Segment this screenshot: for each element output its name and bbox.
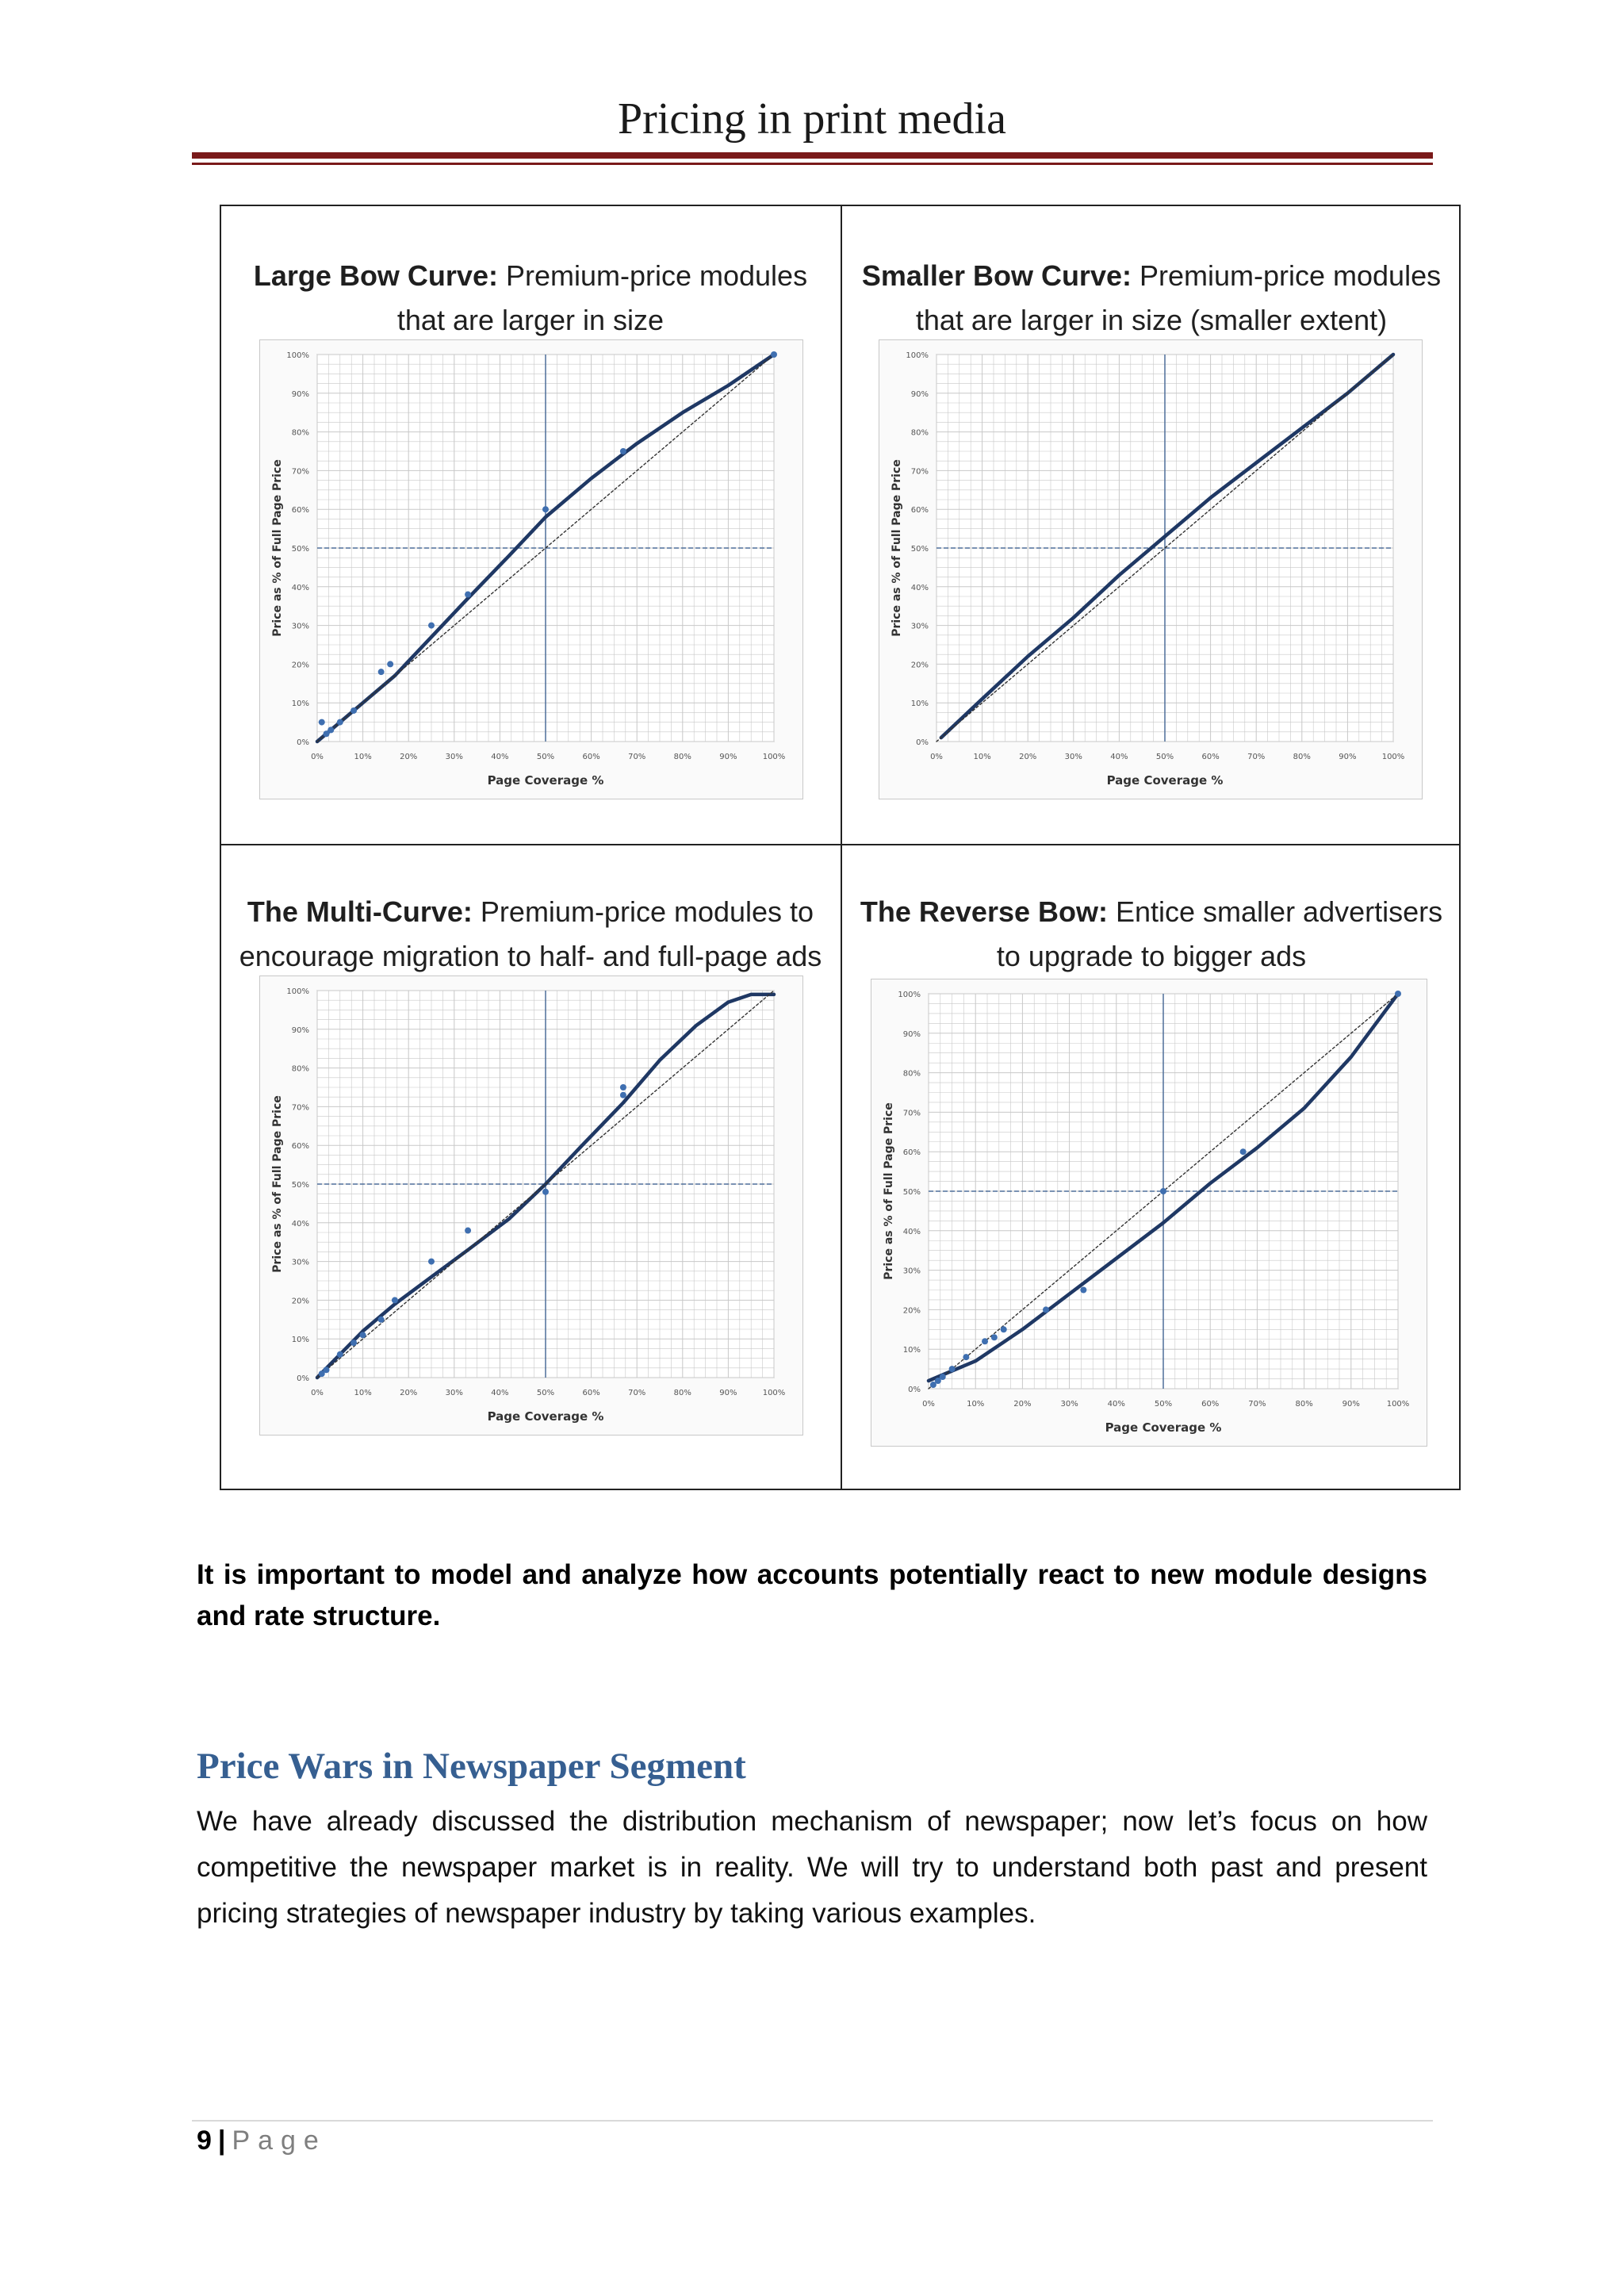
x-tick-label: 30% bbox=[1064, 753, 1082, 761]
y-tick-label: 0% bbox=[297, 738, 309, 747]
data-point bbox=[350, 1340, 357, 1346]
x-tick-label: 50% bbox=[536, 753, 555, 761]
x-tick-label: 100% bbox=[762, 753, 786, 761]
data-point bbox=[771, 351, 777, 358]
x-tick-label: 90% bbox=[1339, 753, 1357, 761]
y-tick-label: 60% bbox=[910, 506, 929, 516]
x-tick-label: 50% bbox=[536, 1389, 555, 1397]
plot-frame bbox=[871, 979, 1427, 1447]
x-axis-label: Page Coverage % bbox=[1106, 773, 1224, 788]
x-tick-label: 100% bbox=[762, 1389, 786, 1397]
line-chart bbox=[260, 976, 802, 1435]
intro-paragraph: It is important to model and analyze how accounts potentially react to new module designs and rate structure. bbox=[197, 1559, 1427, 1631]
y-tick-label: 100% bbox=[286, 987, 309, 996]
data-point bbox=[982, 1338, 988, 1344]
y-tick-label: 10% bbox=[291, 1336, 309, 1345]
y-tick-label: 100% bbox=[898, 991, 921, 999]
y-tick-label: 60% bbox=[902, 1148, 921, 1158]
x-tick-label: 0% bbox=[930, 753, 943, 761]
x-tick-label: 90% bbox=[719, 753, 737, 761]
y-tick-label: 90% bbox=[902, 1029, 921, 1039]
x-tick-label: 50% bbox=[1154, 1400, 1173, 1409]
x-axis-label: Page Coverage % bbox=[487, 1409, 604, 1424]
x-tick-label: 60% bbox=[582, 1389, 600, 1397]
data-point bbox=[620, 1092, 626, 1098]
x-tick-label: 40% bbox=[1110, 753, 1128, 761]
data-point bbox=[1080, 1287, 1086, 1294]
data-point bbox=[327, 726, 334, 733]
y-tick-label: 10% bbox=[291, 700, 309, 709]
chart-title-rest: Premium-price modules that are larger in size (smaller extent) bbox=[915, 259, 1442, 336]
y-tick-label: 60% bbox=[291, 506, 309, 516]
y-tick-label: 100% bbox=[286, 351, 309, 360]
y-tick-label: 30% bbox=[291, 622, 309, 631]
x-tick-label: 60% bbox=[1201, 1400, 1220, 1409]
plot-frame bbox=[879, 339, 1423, 799]
y-tick-label: 90% bbox=[291, 389, 309, 399]
x-tick-label: 50% bbox=[1155, 753, 1174, 761]
data-point bbox=[465, 592, 471, 598]
x-tick-label: 20% bbox=[400, 1389, 418, 1397]
x-tick-label: 20% bbox=[1013, 1400, 1032, 1409]
x-tick-label: 0% bbox=[311, 753, 324, 761]
x-tick-label: 10% bbox=[354, 753, 372, 761]
x-tick-label: 80% bbox=[1293, 753, 1311, 761]
x-tick-label: 10% bbox=[967, 1400, 985, 1409]
chart-title-bold: The Multi-Curve: bbox=[247, 895, 473, 928]
x-axis-label: Page Coverage % bbox=[1105, 1420, 1222, 1435]
chart-title-rest: Premium-price modules to encourage migration to half- and full-page ads bbox=[239, 895, 822, 972]
x-tick-label: 90% bbox=[1342, 1400, 1360, 1409]
data-point bbox=[542, 506, 549, 512]
x-tick-label: 30% bbox=[445, 753, 463, 761]
y-tick-label: 70% bbox=[910, 467, 929, 477]
data-point bbox=[1395, 991, 1401, 997]
line-chart bbox=[879, 340, 1422, 799]
chart-title-rest: Entice smaller advertisers to upgrade to bigger ads bbox=[996, 895, 1443, 972]
chart-cell-multi-curve bbox=[221, 845, 841, 1490]
y-tick-label: 30% bbox=[291, 1258, 309, 1267]
data-point bbox=[1001, 1326, 1007, 1332]
header-rule-thick bbox=[192, 152, 1433, 159]
y-tick-label: 80% bbox=[902, 1069, 921, 1079]
chart-cell-smaller-bow bbox=[842, 206, 1461, 844]
y-tick-label: 50% bbox=[910, 545, 929, 554]
y-tick-label: 90% bbox=[910, 389, 929, 399]
x-tick-label: 70% bbox=[1248, 1400, 1266, 1409]
x-tick-label: 80% bbox=[673, 1389, 691, 1397]
y-tick-label: 20% bbox=[291, 1297, 309, 1306]
x-axis-label: Page Coverage % bbox=[487, 773, 604, 788]
data-point bbox=[1160, 1188, 1166, 1194]
x-tick-label: 40% bbox=[491, 1389, 509, 1397]
x-tick-label: 10% bbox=[354, 1389, 372, 1397]
data-point bbox=[337, 1351, 343, 1358]
page-number: 9 bbox=[197, 2125, 212, 2156]
y-tick-label: 50% bbox=[291, 1181, 309, 1190]
chart-cell-large-bow bbox=[221, 206, 841, 844]
chart-title bbox=[850, 254, 1453, 343]
y-tick-label: 50% bbox=[902, 1188, 921, 1197]
x-tick-label: 70% bbox=[1247, 753, 1266, 761]
x-tick-label: 40% bbox=[1107, 1400, 1125, 1409]
y-tick-label: 50% bbox=[291, 545, 309, 554]
page-footer bbox=[197, 2125, 327, 2156]
x-tick-label: 30% bbox=[1060, 1400, 1078, 1409]
chart-title bbox=[229, 890, 832, 979]
x-tick-label: 60% bbox=[1201, 753, 1220, 761]
x-tick-label: 100% bbox=[1381, 753, 1405, 761]
y-tick-label: 30% bbox=[902, 1267, 921, 1276]
data-point bbox=[428, 1259, 435, 1265]
data-point bbox=[428, 623, 435, 629]
chart-title-bold: Smaller Bow Curve: bbox=[861, 259, 1132, 292]
y-tick-label: 40% bbox=[910, 583, 929, 592]
y-tick-label: 10% bbox=[902, 1346, 921, 1355]
footer-rule bbox=[192, 2120, 1433, 2122]
y-axis-label: Price as % of Full Page Price bbox=[271, 1095, 284, 1273]
section-heading: Price Wars in Newspaper Segment bbox=[197, 1746, 746, 1787]
data-point bbox=[465, 1228, 471, 1234]
x-tick-label: 70% bbox=[628, 1389, 646, 1397]
footer-separator: | bbox=[217, 2125, 226, 2156]
data-point bbox=[378, 669, 385, 675]
data-point bbox=[319, 719, 325, 726]
chart-title bbox=[850, 890, 1453, 979]
y-tick-label: 20% bbox=[910, 661, 929, 670]
x-tick-label: 0% bbox=[922, 1400, 935, 1409]
x-tick-label: 60% bbox=[582, 753, 600, 761]
plot-frame bbox=[259, 976, 803, 1435]
chart-cell-reverse-bow bbox=[842, 845, 1461, 1490]
y-tick-label: 100% bbox=[906, 351, 929, 360]
x-tick-label: 70% bbox=[628, 753, 646, 761]
y-tick-label: 70% bbox=[291, 1103, 309, 1113]
data-point bbox=[542, 1189, 549, 1195]
x-tick-label: 10% bbox=[973, 753, 991, 761]
data-point bbox=[392, 1297, 398, 1303]
data-point bbox=[360, 1332, 366, 1338]
chart-title-bold: The Reverse Bow: bbox=[860, 895, 1108, 928]
y-tick-label: 70% bbox=[902, 1109, 921, 1118]
line-chart bbox=[260, 340, 802, 799]
data-point bbox=[350, 707, 357, 714]
y-axis-label: Price as % of Full Page Price bbox=[883, 1102, 895, 1280]
y-axis-label: Price as % of Full Page Price bbox=[271, 459, 284, 637]
plot-frame bbox=[259, 339, 803, 799]
data-point bbox=[378, 1317, 385, 1323]
y-tick-label: 0% bbox=[908, 1386, 921, 1394]
data-point bbox=[620, 448, 626, 454]
data-point bbox=[387, 661, 393, 667]
line-chart bbox=[871, 979, 1427, 1446]
data-point bbox=[991, 1334, 998, 1340]
data-point bbox=[1240, 1148, 1247, 1155]
x-tick-label: 40% bbox=[491, 753, 509, 761]
section-paragraph: We have already discussed the distribution mechanism of newspaper; now let’s focus on how competitive the newspaper market is in reality. We will try to understand both past and present pricing strategies of newspaper industry by taking various examples. bbox=[197, 1806, 1427, 1929]
header-rule-thin bbox=[192, 163, 1433, 165]
y-axis-label: Price as % of Full Page Price bbox=[891, 459, 903, 637]
x-tick-label: 20% bbox=[1019, 753, 1037, 761]
x-tick-label: 80% bbox=[673, 753, 691, 761]
y-tick-label: 80% bbox=[910, 428, 929, 438]
data-point bbox=[940, 1374, 946, 1380]
chart-title-bold: Large Bow Curve: bbox=[253, 259, 498, 292]
data-point bbox=[963, 1354, 969, 1360]
data-point bbox=[949, 1366, 956, 1372]
data-point bbox=[337, 719, 343, 726]
chart-title-rest: Premium-price modules that are larger in size bbox=[396, 259, 808, 336]
x-tick-label: 100% bbox=[1386, 1400, 1410, 1409]
x-tick-label: 20% bbox=[400, 753, 418, 761]
data-point bbox=[1043, 1306, 1049, 1313]
x-tick-label: 90% bbox=[719, 1389, 737, 1397]
running-header-title: Pricing in print media bbox=[618, 94, 1006, 144]
y-tick-label: 0% bbox=[297, 1374, 309, 1383]
y-tick-label: 20% bbox=[902, 1306, 921, 1316]
figure-table bbox=[220, 205, 1461, 1490]
y-tick-label: 30% bbox=[910, 622, 929, 631]
y-tick-label: 80% bbox=[291, 428, 309, 438]
page-label: Page bbox=[232, 2125, 327, 2156]
data-point bbox=[324, 1366, 330, 1373]
x-tick-label: 0% bbox=[311, 1389, 324, 1397]
y-tick-label: 10% bbox=[910, 700, 929, 709]
data-point bbox=[620, 1084, 626, 1091]
y-tick-label: 60% bbox=[291, 1142, 309, 1152]
y-tick-label: 40% bbox=[902, 1227, 921, 1236]
x-tick-label: 30% bbox=[445, 1389, 463, 1397]
chart-title bbox=[229, 254, 832, 343]
y-tick-label: 40% bbox=[291, 1219, 309, 1228]
y-tick-label: 40% bbox=[291, 583, 309, 592]
x-tick-label: 80% bbox=[1295, 1400, 1313, 1409]
y-tick-label: 80% bbox=[291, 1064, 309, 1074]
y-tick-label: 0% bbox=[916, 738, 929, 747]
y-tick-label: 70% bbox=[291, 467, 309, 477]
y-tick-label: 90% bbox=[291, 1025, 309, 1035]
y-tick-label: 20% bbox=[291, 661, 309, 670]
